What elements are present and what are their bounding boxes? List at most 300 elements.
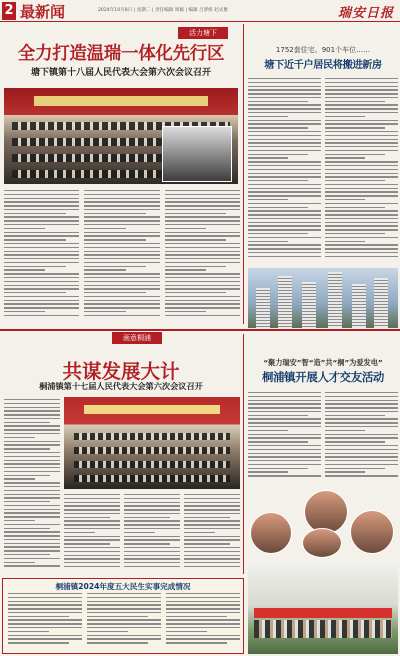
text-line [325,176,398,177]
text-line [248,214,321,215]
text-line [325,191,398,192]
text-line [325,460,398,461]
text-line [4,452,60,453]
text-line [124,494,180,495]
text-line [4,269,45,270]
collage-photo [350,510,394,554]
text-line [4,266,66,267]
text-line [84,239,146,240]
text-line [124,555,180,556]
text-line [84,288,159,289]
text-line [248,188,321,189]
text-line [165,194,240,195]
text-line [248,127,308,128]
text-line [4,205,79,206]
text-line [84,205,159,206]
text-line [325,237,398,238]
photo-seat-row [12,170,162,178]
text-line [166,593,240,594]
text-line [84,277,159,278]
photo-seat-row [12,138,162,146]
text-line [248,403,321,404]
text-line [325,415,385,416]
text-line [124,558,180,559]
text-line [325,116,365,117]
text-line [184,520,240,521]
text-line [124,539,180,540]
text-line [325,195,398,196]
text-line [325,93,398,94]
text-line [124,532,155,533]
text-line [248,154,308,155]
text-line [325,184,398,185]
article1-meeting-photo [4,88,238,184]
text-line [84,285,159,286]
text-line [124,513,180,514]
text-line [124,517,170,518]
text-line [248,422,321,423]
text-line [4,228,45,229]
text-line [248,468,308,469]
text-line [4,414,60,415]
text-line [84,315,159,316]
text-line [8,608,82,609]
text-line [325,82,398,83]
text-line [4,550,60,551]
photo-building [302,282,316,328]
text-line [4,531,60,532]
text-line [4,535,60,536]
text-line [84,269,125,270]
text-line [84,311,125,312]
text-line [248,108,321,109]
text-line [4,444,60,445]
text-line [248,97,321,98]
article2-kicker: 1752套住宅、901个车位…… [275,46,371,54]
text-line [165,315,240,316]
text-line [184,528,240,529]
text-line [84,307,159,308]
text-line [325,449,398,450]
text-line [87,631,128,632]
text-line [4,251,79,252]
text-line [84,303,159,304]
text-line [4,303,79,304]
text-line [166,623,240,624]
text-line [248,199,288,200]
text-line [4,300,79,301]
column-divider [243,24,244,324]
text-line [8,616,69,617]
text-line [184,562,240,563]
text-line [248,203,321,204]
text-line [8,631,49,632]
text-line [325,89,398,90]
text-line [84,198,159,199]
text-line [64,498,120,499]
text-line [87,604,161,605]
text-line [4,501,50,502]
text-line [4,497,60,498]
text-line [4,247,79,248]
article1-subheadline: 塘下镇第十八届人民代表大会第六次会议召开 [30,68,211,78]
text-line [84,296,159,297]
text-line [4,243,79,244]
article2-headline[interactable]: 塘下近千户居民将搬进新房 [264,59,382,71]
text-line [248,157,288,158]
text-line [248,460,321,461]
text-line [325,157,365,158]
text-line [4,277,79,278]
text-line [4,216,79,217]
text-line [248,150,321,151]
text-line [84,262,159,263]
text-line [4,520,35,521]
text-line [165,201,240,202]
article3-headline[interactable]: 共谋发展大计 [62,360,180,383]
text-line [64,558,120,559]
text-line [84,194,159,195]
text-line [184,543,230,544]
text-line [248,400,321,401]
text-line [84,281,159,282]
text-line [8,635,82,636]
photo-building [278,276,292,328]
text-line [4,262,79,263]
text-line [325,214,398,215]
text-line [325,108,398,109]
text-line [4,198,79,199]
text-line [4,407,60,408]
text-line [184,558,240,559]
livelihood-box [2,578,244,654]
text-line [248,101,308,102]
photo-seat-row [74,475,230,482]
text-line [87,642,148,643]
text-line [8,623,82,624]
text-line [4,254,79,255]
photo-inset-speaker [162,126,232,182]
text-line [166,619,240,620]
text-line [4,425,60,426]
text-line [248,456,321,457]
text-line [4,422,50,423]
article1-headline[interactable]: 全力打造温瑞一体化先行区 [17,44,225,64]
text-line [8,627,82,628]
text-line [325,453,398,454]
text-line [166,631,207,632]
text-line [325,139,398,140]
text-line [64,555,120,556]
text-line [325,135,398,136]
text-line [325,120,398,121]
text-line [87,601,161,602]
text-line [184,539,240,540]
text-line [165,258,240,259]
text-line [165,300,240,301]
text-line [184,566,240,567]
text-line [4,288,79,289]
collage-photo [302,528,342,558]
text-line [325,154,385,155]
text-line [248,441,308,442]
text-line [4,410,60,411]
photo-building [374,278,388,328]
text-line [64,562,120,563]
text-line [84,247,159,248]
text-line [248,191,321,192]
text-line [64,539,120,540]
text-line [64,536,120,537]
text-line [165,251,240,252]
text-line [8,619,82,620]
text-line [87,593,161,594]
text-line [4,441,60,442]
text-line [325,403,398,404]
text-line [84,251,159,252]
text-line [248,222,321,223]
text-line [325,464,398,465]
text-line [84,266,146,267]
issue-info: 2024年10月8日 | 星期二 | 责任编辑 周颖 | 编辑 吕梦娇 赵式雅 [98,8,229,13]
text-line [4,315,79,316]
text-line [248,169,321,170]
text-line [4,516,60,517]
photo-building [256,288,270,328]
text-line [124,505,180,506]
text-line [248,426,321,427]
text-line [4,292,66,293]
text-line [248,437,321,438]
article4-group-photo [248,564,398,654]
text-line [84,292,146,293]
text-line [325,123,398,124]
column-tag-huayi: 画意桐浦 [112,332,162,344]
text-line [87,627,161,628]
text-line [325,218,398,219]
text-line [248,93,321,94]
column-divider [243,334,244,574]
text-line [165,273,240,274]
text-line [165,239,227,240]
text-line [124,562,180,563]
text-line [248,430,288,431]
text-line [124,543,170,544]
text-line [184,517,230,518]
text-line [165,269,206,270]
text-line [248,161,321,162]
text-line [248,89,321,90]
text-line [248,146,321,147]
text-line [64,532,95,533]
text-line [248,116,288,117]
article4-headline[interactable]: 桐浦镇开展人才交友活动 [262,370,384,384]
article2-housing-photo [248,268,398,328]
text-line [248,449,321,450]
text-line [184,509,240,510]
text-line [248,241,288,242]
text-line [4,433,60,434]
text-line [325,104,398,105]
text-line [325,131,398,132]
text-line [325,426,398,427]
text-line [4,232,79,233]
text-line [325,422,398,423]
text-line [325,229,398,230]
text-line [84,201,159,202]
text-line [84,216,159,217]
text-line [165,277,240,278]
text-line [325,437,398,438]
text-line [248,411,321,412]
text-line [325,456,398,457]
text-line [64,551,120,552]
text-line [184,524,240,525]
text-line [4,546,60,547]
photo-banner [254,608,392,618]
text-line [165,288,240,289]
text-line [4,543,60,544]
text-line [124,520,180,521]
text-line [165,285,240,286]
text-line [248,180,308,181]
text-line [166,597,240,598]
text-line [8,597,82,598]
text-line [165,190,240,191]
text-line [248,233,308,234]
photo-building [352,284,366,328]
text-line [248,139,321,140]
photo-banner [34,96,208,106]
text-line [325,173,398,174]
text-line [64,543,110,544]
text-line [84,209,159,210]
text-line [248,142,321,143]
text-line [248,415,308,416]
text-line [4,524,60,525]
text-line [325,165,398,166]
page-number: 2 [2,2,16,20]
text-line [165,232,240,233]
text-line [184,536,240,537]
text-line [124,509,180,510]
text-line [325,169,398,170]
text-line [4,307,79,308]
text-line [4,539,60,540]
text-line [4,565,60,566]
text-line [325,203,398,204]
text-line [124,551,180,552]
article3-body [64,494,240,574]
text-line [87,635,161,636]
text-line [325,233,385,234]
text-line [325,225,398,226]
text-line [84,190,159,191]
text-line [165,307,240,308]
text-line [325,161,398,162]
text-line [87,619,161,620]
text-line [165,220,240,221]
text-line [165,228,206,229]
text-line [325,241,365,242]
box-title[interactable]: 桐浦镇2024年度五大民生实事完成情况 [55,582,191,591]
text-line [64,505,120,506]
text-line [248,78,321,79]
text-line [165,311,206,312]
text-line [87,623,161,624]
text-line [165,224,240,225]
text-line [325,256,398,257]
text-line [4,558,60,559]
text-line [84,254,159,255]
text-line [4,554,50,555]
text-line [4,201,79,202]
text-line [248,453,321,454]
text-line [248,434,321,435]
text-line [325,441,385,442]
text-line [4,281,79,282]
text-line [165,281,240,282]
text-line [4,478,35,479]
text-line [8,642,69,643]
text-line [248,184,321,185]
text-line [325,430,365,431]
text-line [165,213,227,214]
article4-activity-collage [246,488,398,560]
text-line [248,82,321,83]
text-line [248,135,321,136]
text-line [184,547,240,548]
text-line [248,229,321,230]
text-line [4,239,66,240]
text-line [248,218,321,219]
text-line [4,460,60,461]
text-line [4,437,35,438]
text-line [166,604,240,605]
text-line [64,566,120,567]
text-line [4,490,60,491]
text-line [325,207,385,208]
text-line [87,612,161,613]
text-line [184,505,240,506]
text-line [4,512,60,513]
text-line [248,475,321,476]
text-line [166,642,227,643]
article3-meeting-photo [64,397,240,489]
text-line [248,248,321,249]
text-line [165,296,240,297]
text-line [325,188,398,189]
text-line [165,292,227,293]
text-line [165,216,240,217]
photo-seat-row [74,461,230,468]
text-line [8,612,82,613]
text-line [84,220,159,221]
text-line [248,252,321,253]
text-line [84,224,159,225]
text-line [165,235,240,236]
text-line [325,222,398,223]
text-line [165,205,240,206]
section-name: 最新闻 [20,3,66,21]
text-line [325,180,385,181]
text-line [4,285,79,286]
text-line [124,547,180,548]
text-line [8,604,82,605]
text-line [165,209,240,210]
text-line [4,429,60,430]
text-line [84,232,159,233]
